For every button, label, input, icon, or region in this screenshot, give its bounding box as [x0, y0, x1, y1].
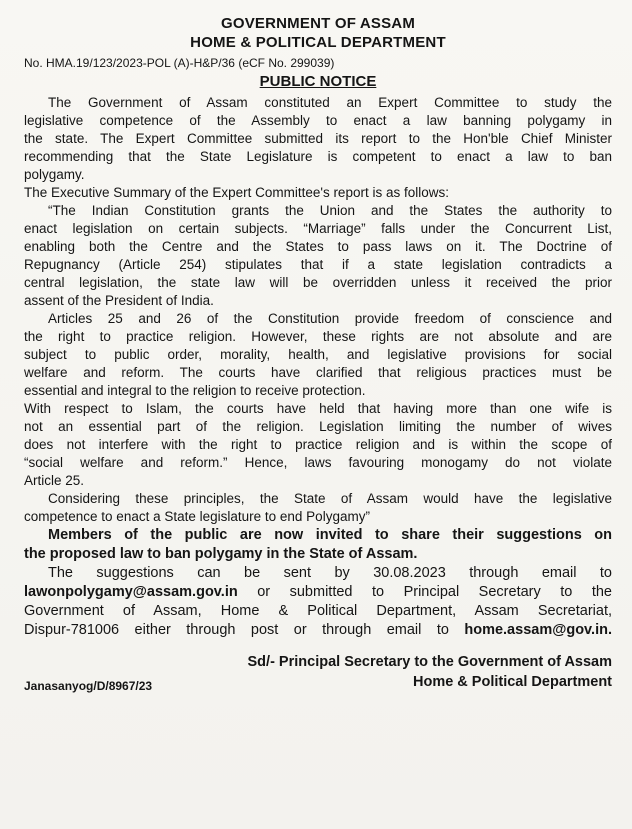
reference-number: No. HMA.19/123/2023-POL (A)-H&P/36 (eCF No. 299039)	[24, 56, 335, 70]
text-line: Article 25.	[24, 473, 85, 488]
email-home-assam[interactable]: home.assam@gov.in.	[464, 622, 612, 638]
paragraph-islam	[24, 400, 612, 490]
text-line: enabling both the Centre and the States to pass laws on it. The Doctrine of	[24, 239, 612, 254]
text-line: subject to public order, morality, health, and legislative provisions for social	[24, 347, 612, 362]
janasanyog-code: Janasanyog/D/8967/23	[24, 679, 153, 693]
text-line: the state. The Expert Committee submitted its report to the Hon'ble Chief Minister	[24, 131, 612, 146]
paragraph-submission	[24, 564, 612, 640]
paragraph-constitution	[24, 202, 612, 310]
text-line: welfare and reform. The courts have clarified that religious practices must be	[24, 365, 612, 380]
government-heading: GOVERNMENT OF ASSAM	[220, 15, 416, 32]
text-line: Repugnancy (Article 254) stipulates that if a state legislation contradicts a	[24, 257, 612, 272]
text-line	[24, 583, 612, 602]
text-line: recommending that the State Legislature is competent to enact a law to ban	[24, 149, 612, 164]
paragraph-conclusion	[24, 490, 612, 526]
text-line: With respect to Islam, the courts have held that having more than one wife is	[24, 401, 612, 416]
text-line: assent of the President of India.	[24, 293, 214, 308]
text-fragment: or submitted to Principal Secretary to the	[237, 584, 612, 600]
text-line: Government of Assam, Home & Political Department, Assam Secretariat,	[24, 603, 612, 619]
text-line: The suggestions can be sent by 30.08.2023 through email to	[48, 565, 612, 581]
email-lawonpolygamy[interactable]: lawonpolygamy@assam.gov.in	[24, 584, 238, 600]
text-line: the proposed law to ban polygamy in the State of Assam.	[24, 546, 418, 562]
text-line: does not interfere with the right to practice religion and is within the scope of	[24, 437, 612, 452]
text-line: polygamy.	[24, 167, 85, 182]
text-line: the right to practice religion. However, these rights are not absolute and are	[24, 329, 612, 344]
signature-block	[24, 652, 612, 692]
text-line: enact legislation on certain subjects. “Marriage” falls under the Concurrent List,	[24, 221, 612, 236]
notice-title: PUBLIC NOTICE	[259, 73, 377, 90]
paragraph-intro	[24, 94, 612, 184]
paragraph-summary-intro	[24, 184, 612, 202]
text-line: Members of the public are now invited to share their suggestions on	[48, 527, 612, 543]
text-fragment: Dispur-781006 either through post or through email to	[24, 622, 465, 638]
text-line	[24, 621, 612, 640]
text-line: Considering these principles, the State of Assam would have the legislative	[48, 491, 612, 506]
paragraph-articles	[24, 310, 612, 400]
text-line: The Government of Assam constituted an Expert Committee to study the	[48, 95, 612, 110]
signature-line-2: Home & Political Department	[412, 674, 612, 690]
text-line: The Executive Summary of the Expert Committee's report is as follows:	[24, 185, 449, 200]
text-line: Articles 25 and 26 of the Constitution provide freedom of conscience and	[48, 311, 612, 326]
text-line: central legislation, the state law will be overridden unless it received the prior	[24, 275, 612, 290]
text-line: not an essential part of the religion. Legislation limiting the number of wives	[24, 419, 612, 434]
paragraph-invitation	[24, 526, 612, 564]
text-line: “The Indian Constitution grants the Union and the States the authority to	[48, 203, 612, 218]
text-line: essential and integral to the religion to receive protection.	[24, 383, 366, 398]
signature-line-1: Sd/- Principal Secretary to the Government of Assam	[247, 654, 612, 670]
notice-body	[24, 94, 612, 640]
department-heading: HOME & POLITICAL DEPARTMENT	[190, 34, 446, 51]
text-line: legislative competence of the Assembly to enact a law banning polygamy in	[24, 113, 612, 128]
text-line: “social welfare and reform.” Hence, laws favouring monogamy do not violate	[24, 455, 612, 470]
text-line: competence to enact a State legislature to end Polygamy”	[24, 509, 370, 524]
